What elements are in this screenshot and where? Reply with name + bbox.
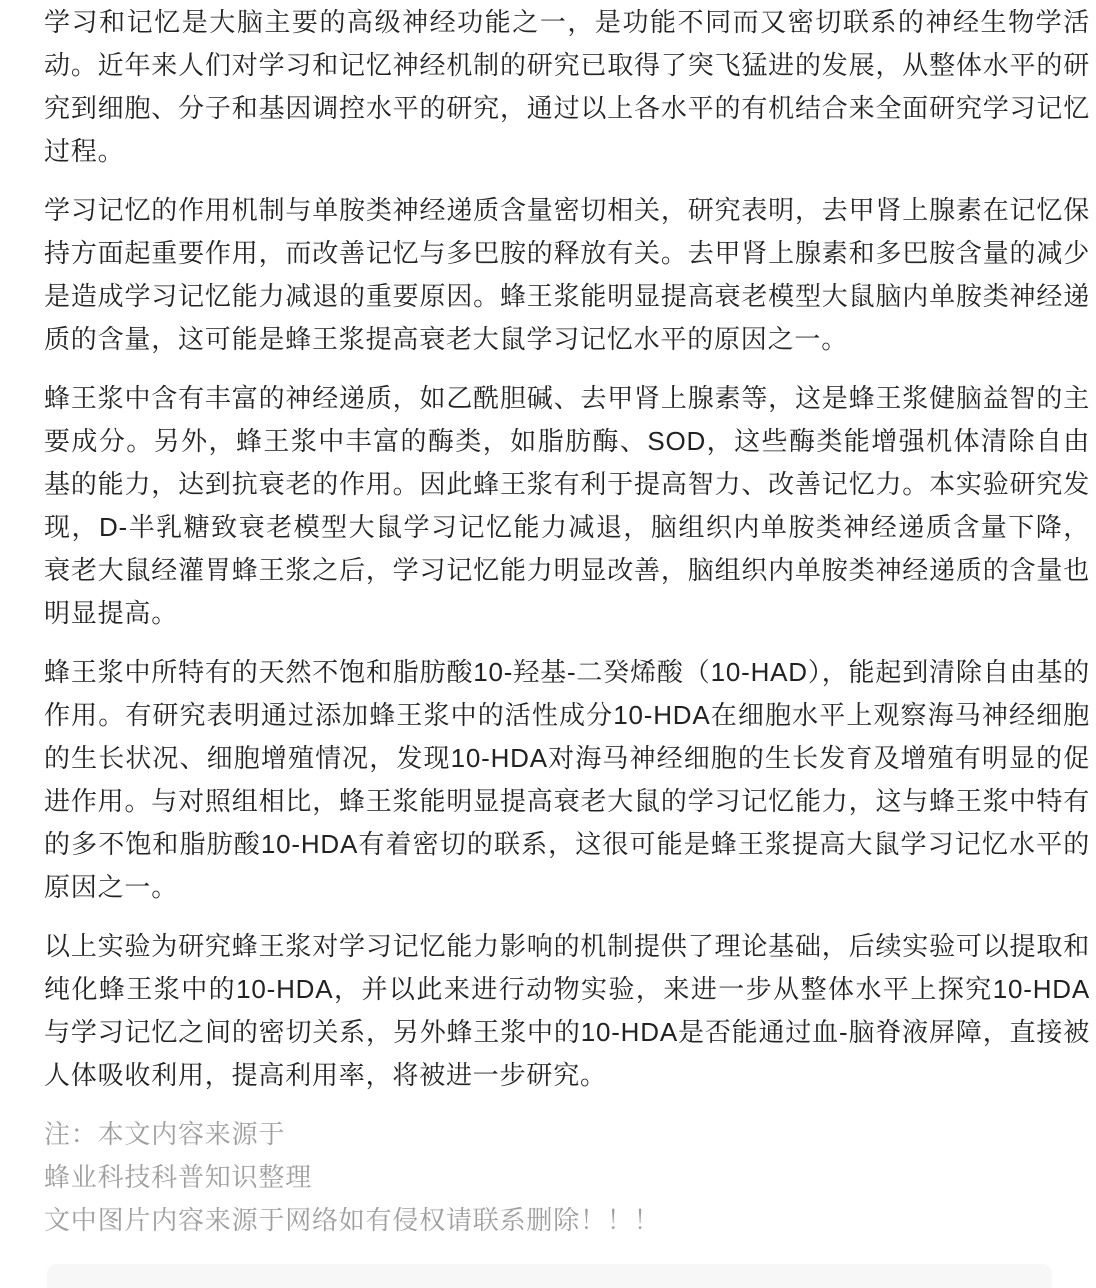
article-paragraph: 以上实验为研究蜂王浆对学习记忆能力影响的机制提供了理论基础，后续实验可以提取和纯化蜂王浆中的10-HDA，并以此来进行动物实验，来进一步从整体水平上探究10-HDA与学习记忆之间的密切关系，另外蜂王浆中的10-HDA是否能通过血-脑脊液屏障，直接被人体吸收利用，提高利用率，将被进一步研究。 [44,931,1090,1090]
article-paragraph: 蜂王浆中含有丰富的神经递质，如乙酰胆碱、去甲肾上腺素等，这是蜂王浆健脑益智的主要成分。另外，蜂王浆中丰富的酶类，如脂肪酶、SOD，这些酶类能增强机体清除自由基的能力，达到抗衰老的作用。因此蜂王浆有利于提高智力、改善记忆力。本实验研究发现，D-半乳糖致衰老模型大鼠学习记忆能力减退，脑组织内单胺类神经递质含量下降，衰老大鼠经灌胃蜂王浆之后，学习记忆能力明显改善，脑组织内单胺类神经递质的含量也明显提高。 [44,383,1090,628]
source-note-line: 文中图片内容来源于网络如有侵权请联系删除！！！ [44,1205,661,1235]
article-paragraph: 蜂王浆中所特有的天然不饱和脂肪酸10-羟基-二癸烯酸（10-HAD），能起到清除自由基的作用。有研究表明通过添加蜂王浆中的活性成分10-HDA在细胞水平上观察海马神经细胞的生长状况、细胞增殖情况，发现10-HDA对海马神经细胞的生长发育及增殖有明显的促进作用。与对照组相比，蜂王浆能明显提高衰老大鼠的学习记忆能力，这与蜂王浆中特有的多不饱和脂肪酸10-HDA有着密切的联系，这很可能是蜂王浆提高大鼠学习记忆水平的原因之一。 [44,657,1090,902]
source-note [44,1113,1090,1242]
clipped-bottom-card [47,1264,1052,1288]
source-note-line: 注：本文内容来源于 [44,1119,286,1149]
article-paragraph: 学习记忆的作用机制与单胺类神经递质含量密切相关，研究表明，去甲肾上腺素在记忆保持方面起重要作用，而改善记忆与多巴胺的释放有关。去甲肾上腺素和多巴胺含量的减少是造成学习记忆能力减退的重要原因。蜂王浆能明显提高衰老模型大鼠脑内单胺类神经递质的含量，这可能是蜂王浆提高衰老大鼠学习记忆水平的原因之一。 [44,195,1090,354]
article-paragraph: 学习和记忆是大脑主要的高级神经功能之一，是功能不同而又密切联系的神经生物学活动。近年来人们对学习和记忆神经机制的研究已取得了突飞猛进的发展，从整体水平的研究到细胞、分子和基因调控水平的研究，通过以上各水平的有机结合来全面研究学习记忆过程。 [44,7,1090,166]
source-note-line: 蜂业科技科普知识整理 [44,1162,313,1192]
